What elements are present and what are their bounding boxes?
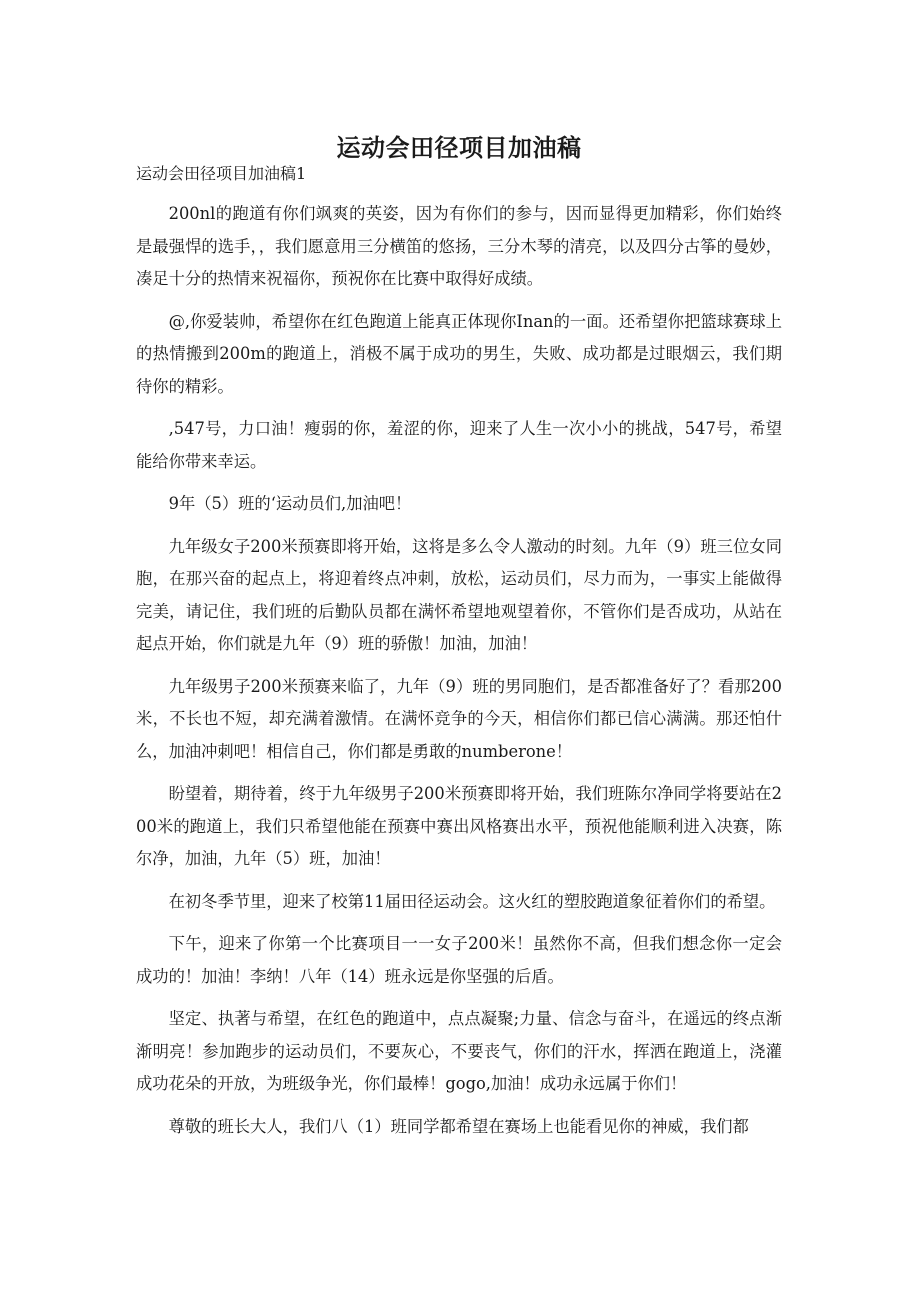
document-title: 运动会田径项目加油稿: [336, 134, 582, 163]
paragraph: 在初冬季节里，迎来了校第11届田径运动会。这火红的塑胶跑道象征着你们的希望。: [168, 891, 776, 911]
paragraph: 九年级女子200米预赛即将开始，这将是多么令人激动的时刻。九年（9）班三位女同胞，在那兴奋的起点上，将迎着终点冲刺，放松，运动员们，尽力而为，一事实上能做得完美，请记住，我们班的后勤队员都在满怀希望地观望着你，不管你们是否成功，从站在起点开始，你们就是九年（9）班的骄傲！加油，加油！: [136, 536, 782, 653]
paragraph: 200nl的跑道有你们飒爽的英姿，因为有你们的参与，因而显得更加精彩，你们始终是最强悍的选手，，我们愿意用三分横笛的悠扬，三分木琴的清亮，以及四分古筝的曼妙，凑足十分的热情来祝福你，预祝你在比赛中取得好成绩。: [136, 204, 782, 288]
paragraph: 九年级男子200米预赛来临了，九年（9）班的男同胞们，是否都准备好了？看那200米，不长也不短，却充满着激情。在满怀竞争的今天，相信你们都已信心满满。那还怕什么，加油冲刺吧！相信自己，你们都是勇敢的numberone！: [136, 676, 782, 761]
document-subtitle: 运动会田径项目加油稿1: [136, 164, 307, 183]
paragraph: 尊敬的班长大人，我们八（1）班同学都希望在赛场上也能看见你的神威，我们都: [168, 1116, 749, 1136]
paragraph: 坚定、执著与希望，在红色的跑道中，点点凝聚;力量、信念与奋斗，在遥远的终点渐渐明亮！参加跑步的运动员们，不要灰心，不要丧气，你们的汗水，挥洒在跑道上，浇灌成功花朵的开放，为班级争光，你们最棒！gogo,加油！成功永远属于你们！: [136, 1009, 782, 1093]
paragraph: 盼望着，期待着，终于九年级男子200米预赛即将开始，我们班陈尔净同学将要站在200米的跑道上，我们只希望他能在预赛中赛出风格赛出水平，预祝他能顺利进入决赛，陈尔净，加油，九年（5）班，加油！: [136, 784, 782, 868]
paragraph: 9年（5）班的‘运动员们,加油吧！: [168, 494, 412, 513]
paragraph: 下午，迎来了你第一个比赛项目一一女子200米！虽然你不高，但我们想念你一定会成功的！加油！李纳！八年（14）班永远是你坚强的后盾。: [136, 934, 782, 986]
paragraph: @,你爱装帅，希望你在红色跑道上能真正体现你Inan的一面。还希望你把篮球赛球上的热情搬到200m的跑道上，消极不属于成功的男生，失败、成功都是过眼烟云，我们期待你的精彩。: [136, 311, 782, 396]
document-body: [136, 198, 782, 1153]
paragraph: ,547号，力口油！瘦弱的你，羞涩的你，迎来了人生一次小小的挑战，547号，希望能给你带来幸运。: [136, 419, 782, 471]
